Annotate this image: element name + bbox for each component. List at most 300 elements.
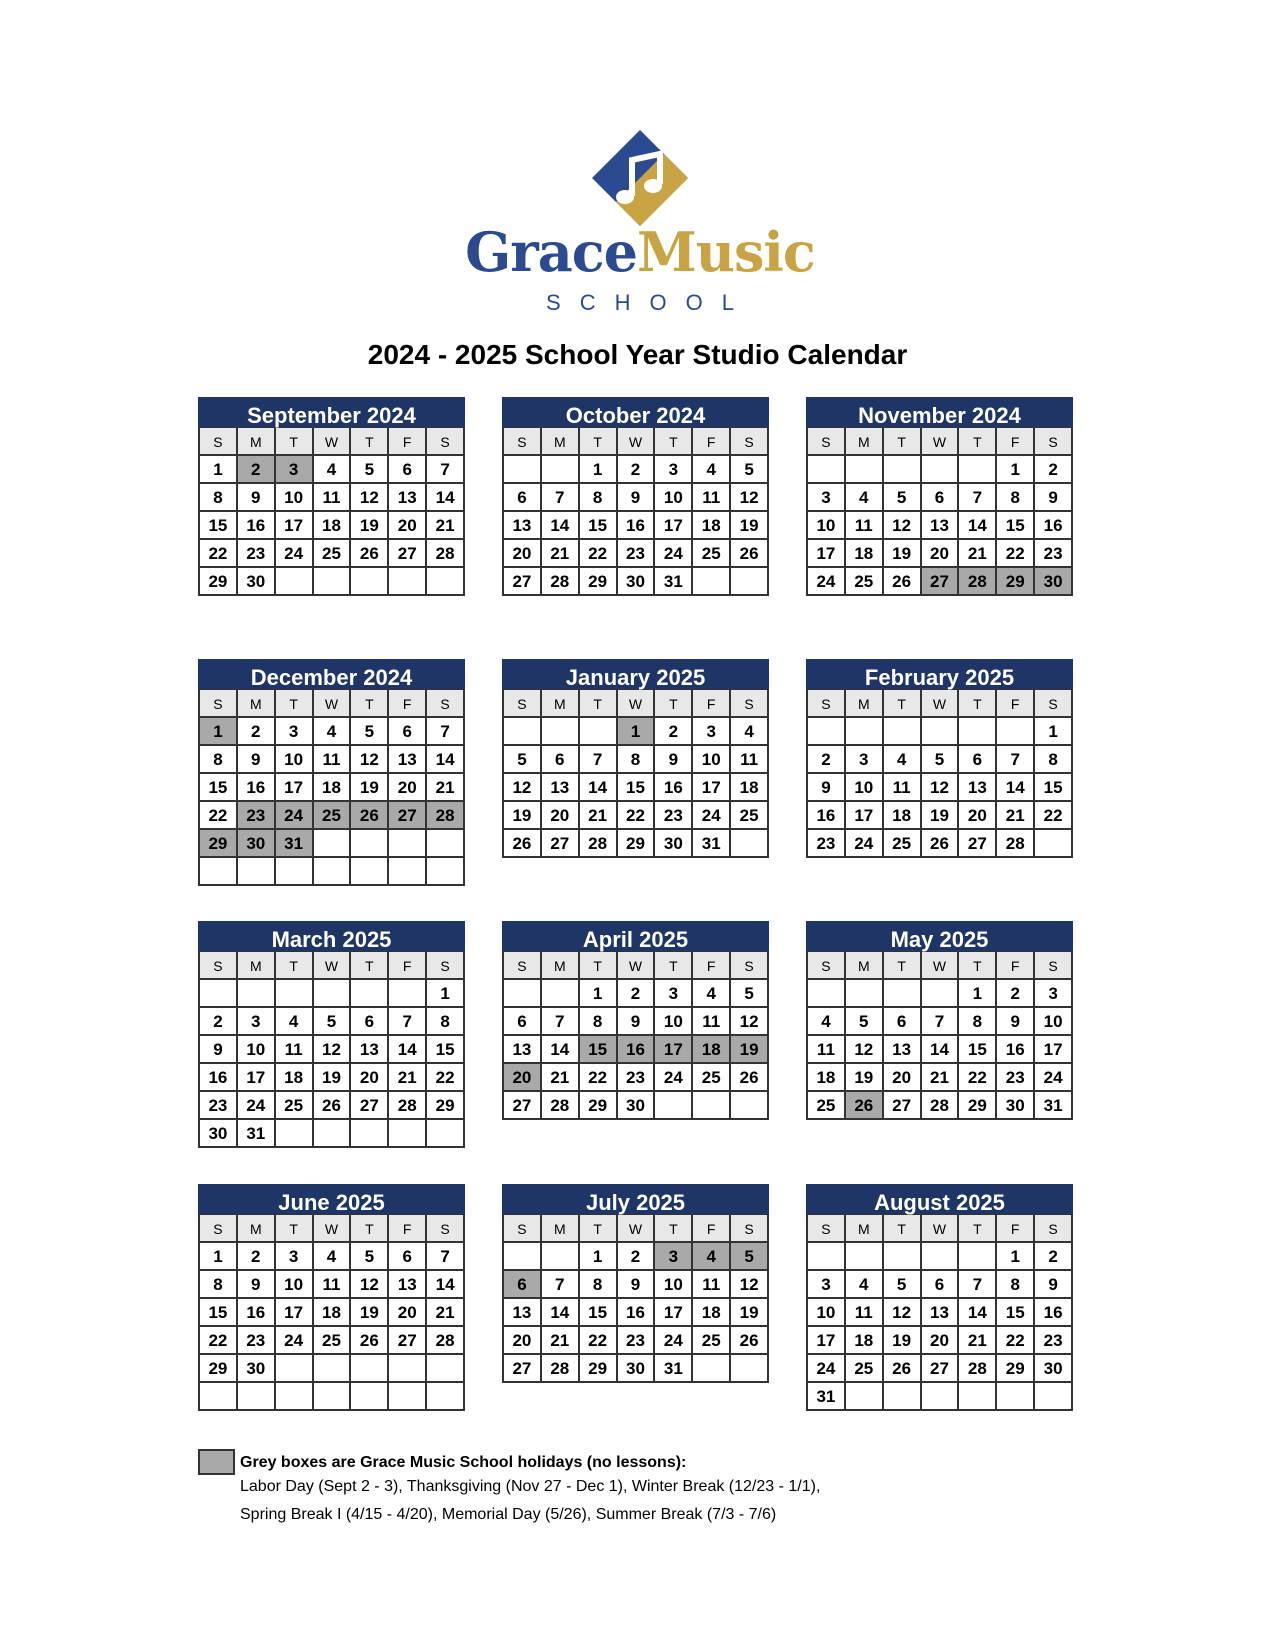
day-cell: 14 bbox=[922, 1036, 960, 1064]
day-cell: 13 bbox=[922, 1299, 960, 1327]
weekday-header: F bbox=[693, 952, 731, 980]
day-cell: 20 bbox=[504, 1327, 542, 1355]
weekday-header: T bbox=[655, 690, 693, 718]
weekday-header: T bbox=[580, 690, 618, 718]
day-cell: 8 bbox=[997, 484, 1035, 512]
holiday-day-cell: 15 bbox=[580, 1036, 618, 1064]
day-cell: 29 bbox=[580, 1355, 618, 1383]
day-cell: 7 bbox=[922, 1008, 960, 1036]
weekday-header: T bbox=[959, 428, 997, 456]
day-cell: 13 bbox=[884, 1036, 922, 1064]
day-cell: 22 bbox=[427, 1064, 465, 1092]
day-cell: 9 bbox=[238, 1271, 276, 1299]
day-cell: 22 bbox=[580, 1327, 618, 1355]
day-cell: 6 bbox=[389, 718, 427, 746]
month-calendar bbox=[502, 1184, 769, 1383]
empty-day-cell bbox=[314, 1120, 352, 1148]
day-cell: 23 bbox=[808, 830, 846, 858]
weekday-header: W bbox=[922, 952, 960, 980]
weekday-header: F bbox=[389, 1215, 427, 1243]
weekday-header: M bbox=[846, 428, 884, 456]
legend-line-2: Spring Break I (4/15 - 4/20), Memorial Day (5/26), Summer Break (7/3 - 7/6) bbox=[240, 1506, 777, 1523]
weekday-header: T bbox=[959, 1215, 997, 1243]
weekday-header: S bbox=[731, 1215, 769, 1243]
weekday-header: T bbox=[580, 428, 618, 456]
day-cell: 24 bbox=[693, 802, 731, 830]
empty-day-cell bbox=[693, 568, 731, 596]
day-cell: 3 bbox=[808, 484, 846, 512]
day-cell: 20 bbox=[922, 540, 960, 568]
weekday-header: W bbox=[922, 1215, 960, 1243]
day-cell: 23 bbox=[238, 540, 276, 568]
day-cell: 10 bbox=[276, 484, 314, 512]
day-cell: 1 bbox=[1035, 718, 1073, 746]
day-cell: 8 bbox=[200, 746, 238, 774]
day-cell: 9 bbox=[618, 1008, 656, 1036]
empty-day-cell bbox=[731, 1355, 769, 1383]
weekday-header: F bbox=[693, 1215, 731, 1243]
day-cell: 26 bbox=[351, 540, 389, 568]
weekday-header: W bbox=[922, 690, 960, 718]
empty-day-cell bbox=[922, 456, 960, 484]
day-cell: 27 bbox=[922, 1355, 960, 1383]
empty-day-cell bbox=[731, 568, 769, 596]
empty-day-cell bbox=[693, 1092, 731, 1120]
day-cell: 12 bbox=[351, 1271, 389, 1299]
day-cell: 17 bbox=[1035, 1036, 1073, 1064]
day-cell: 25 bbox=[693, 1064, 731, 1092]
empty-day-cell bbox=[846, 718, 884, 746]
day-cell: 5 bbox=[351, 1243, 389, 1271]
empty-day-cell bbox=[693, 1355, 731, 1383]
weekday-header: F bbox=[997, 428, 1035, 456]
empty-day-cell bbox=[504, 1243, 542, 1271]
day-cell: 12 bbox=[731, 1271, 769, 1299]
empty-day-cell bbox=[884, 1243, 922, 1271]
day-cell: 15 bbox=[200, 1299, 238, 1327]
weekday-header: W bbox=[314, 690, 352, 718]
holiday-day-cell: 27 bbox=[389, 802, 427, 830]
weekday-header: S bbox=[1035, 1215, 1073, 1243]
weekday-header: W bbox=[618, 428, 656, 456]
day-cell: 1 bbox=[580, 456, 618, 484]
holiday-day-cell: 29 bbox=[997, 568, 1035, 596]
day-cell: 5 bbox=[731, 980, 769, 1008]
day-cell: 15 bbox=[580, 1299, 618, 1327]
day-cell: 11 bbox=[314, 746, 352, 774]
day-cell: 20 bbox=[542, 802, 580, 830]
day-cell: 18 bbox=[276, 1064, 314, 1092]
weekday-header: M bbox=[846, 1215, 884, 1243]
holiday-day-cell: 6 bbox=[504, 1271, 542, 1299]
day-cell: 22 bbox=[580, 1064, 618, 1092]
weekday-header: F bbox=[997, 1215, 1035, 1243]
weekday-header: S bbox=[731, 690, 769, 718]
day-cell: 16 bbox=[238, 512, 276, 540]
empty-day-cell bbox=[276, 568, 314, 596]
weekday-header: S bbox=[731, 952, 769, 980]
day-cell: 12 bbox=[846, 1036, 884, 1064]
weekday-header: T bbox=[276, 428, 314, 456]
weekday-header: T bbox=[351, 690, 389, 718]
day-cell: 9 bbox=[1035, 484, 1073, 512]
day-cell: 14 bbox=[542, 512, 580, 540]
day-cell: 2 bbox=[1035, 456, 1073, 484]
day-cell: 28 bbox=[542, 1355, 580, 1383]
empty-day-cell bbox=[389, 1383, 427, 1411]
day-cell: 29 bbox=[997, 1355, 1035, 1383]
day-cell: 2 bbox=[618, 1243, 656, 1271]
day-cell: 26 bbox=[731, 540, 769, 568]
day-cell: 6 bbox=[959, 746, 997, 774]
empty-day-cell bbox=[351, 830, 389, 858]
empty-day-cell bbox=[238, 980, 276, 1008]
day-cell: 27 bbox=[504, 1092, 542, 1120]
day-cell: 12 bbox=[884, 1299, 922, 1327]
weekday-header: S bbox=[1035, 690, 1073, 718]
day-cell: 3 bbox=[1035, 980, 1073, 1008]
day-cell: 3 bbox=[846, 746, 884, 774]
day-cell: 20 bbox=[504, 540, 542, 568]
day-cell: 7 bbox=[997, 746, 1035, 774]
legend-line-1: Labor Day (Sept 2 - 3), Thanksgiving (Nov 27 - Dec 1), Winter Break (12/23 - 1/1), bbox=[240, 1478, 821, 1495]
day-cell: 18 bbox=[693, 512, 731, 540]
weekday-header: M bbox=[846, 952, 884, 980]
empty-day-cell bbox=[808, 980, 846, 1008]
day-cell: 4 bbox=[846, 484, 884, 512]
day-cell: 27 bbox=[389, 540, 427, 568]
day-cell: 29 bbox=[580, 1092, 618, 1120]
empty-day-cell bbox=[542, 1243, 580, 1271]
month-title: April 2025 bbox=[502, 921, 769, 951]
empty-day-cell bbox=[427, 1383, 465, 1411]
day-cell: 8 bbox=[959, 1008, 997, 1036]
day-cell: 1 bbox=[427, 980, 465, 1008]
day-cell: 17 bbox=[276, 512, 314, 540]
holiday-day-cell: 25 bbox=[314, 802, 352, 830]
day-cell: 21 bbox=[542, 1327, 580, 1355]
day-cell: 31 bbox=[808, 1383, 846, 1411]
holiday-day-cell: 26 bbox=[351, 802, 389, 830]
day-cell: 18 bbox=[314, 512, 352, 540]
empty-day-cell bbox=[884, 1383, 922, 1411]
day-cell: 12 bbox=[314, 1036, 352, 1064]
month-days-grid bbox=[502, 1214, 769, 1383]
holiday-day-cell: 31 bbox=[276, 830, 314, 858]
day-cell: 4 bbox=[884, 746, 922, 774]
day-cell: 10 bbox=[655, 484, 693, 512]
empty-day-cell bbox=[427, 1120, 465, 1148]
day-cell: 7 bbox=[389, 1008, 427, 1036]
day-cell: 10 bbox=[808, 512, 846, 540]
holiday-day-cell: 20 bbox=[504, 1064, 542, 1092]
empty-day-cell bbox=[959, 718, 997, 746]
empty-day-cell bbox=[427, 1355, 465, 1383]
day-cell: 26 bbox=[731, 1327, 769, 1355]
day-cell: 6 bbox=[389, 1243, 427, 1271]
day-cell: 9 bbox=[655, 746, 693, 774]
day-cell: 3 bbox=[655, 456, 693, 484]
day-cell: 8 bbox=[1035, 746, 1073, 774]
day-cell: 3 bbox=[808, 1271, 846, 1299]
day-cell: 31 bbox=[1035, 1092, 1073, 1120]
day-cell: 27 bbox=[504, 1355, 542, 1383]
month-title: June 2025 bbox=[198, 1184, 465, 1214]
day-cell: 4 bbox=[314, 718, 352, 746]
day-cell: 26 bbox=[922, 830, 960, 858]
day-cell: 2 bbox=[1035, 1243, 1073, 1271]
day-cell: 18 bbox=[314, 774, 352, 802]
day-cell: 31 bbox=[655, 568, 693, 596]
day-cell: 3 bbox=[238, 1008, 276, 1036]
day-cell: 31 bbox=[655, 1355, 693, 1383]
weekday-header: M bbox=[238, 1215, 276, 1243]
day-cell: 4 bbox=[693, 980, 731, 1008]
empty-day-cell bbox=[276, 1355, 314, 1383]
weekday-header: T bbox=[580, 952, 618, 980]
day-cell: 7 bbox=[427, 1243, 465, 1271]
month-title: August 2025 bbox=[806, 1184, 1073, 1214]
day-cell: 31 bbox=[693, 830, 731, 858]
day-cell: 8 bbox=[200, 484, 238, 512]
day-cell: 21 bbox=[959, 1327, 997, 1355]
day-cell: 14 bbox=[427, 746, 465, 774]
month-days-grid bbox=[806, 689, 1073, 858]
month-title: March 2025 bbox=[198, 921, 465, 951]
day-cell: 10 bbox=[1035, 1008, 1073, 1036]
weekday-header: T bbox=[655, 1215, 693, 1243]
day-cell: 27 bbox=[389, 1327, 427, 1355]
day-cell: 28 bbox=[959, 1355, 997, 1383]
day-cell: 17 bbox=[655, 1299, 693, 1327]
month-calendar bbox=[198, 397, 465, 596]
day-cell: 23 bbox=[655, 802, 693, 830]
day-cell: 25 bbox=[693, 1327, 731, 1355]
day-cell: 8 bbox=[200, 1271, 238, 1299]
day-cell: 28 bbox=[997, 830, 1035, 858]
day-cell: 26 bbox=[351, 1327, 389, 1355]
month-days-grid bbox=[198, 427, 465, 596]
day-cell: 2 bbox=[808, 746, 846, 774]
empty-day-cell bbox=[846, 1243, 884, 1271]
weekday-header: S bbox=[427, 1215, 465, 1243]
day-cell: 25 bbox=[314, 540, 352, 568]
empty-day-cell bbox=[427, 830, 465, 858]
empty-day-cell bbox=[846, 980, 884, 1008]
day-cell: 12 bbox=[922, 774, 960, 802]
day-cell: 18 bbox=[314, 1299, 352, 1327]
empty-day-cell bbox=[884, 718, 922, 746]
holiday-day-cell: 30 bbox=[238, 830, 276, 858]
weekday-header: S bbox=[200, 952, 238, 980]
day-cell: 7 bbox=[580, 746, 618, 774]
day-cell: 22 bbox=[1035, 802, 1073, 830]
day-cell: 17 bbox=[238, 1064, 276, 1092]
day-cell: 7 bbox=[542, 484, 580, 512]
day-cell: 21 bbox=[427, 512, 465, 540]
day-cell: 31 bbox=[238, 1120, 276, 1148]
day-cell: 15 bbox=[200, 774, 238, 802]
day-cell: 12 bbox=[504, 774, 542, 802]
day-cell: 13 bbox=[504, 512, 542, 540]
day-cell: 27 bbox=[504, 568, 542, 596]
day-cell: 7 bbox=[427, 718, 465, 746]
day-cell: 19 bbox=[922, 802, 960, 830]
day-cell: 18 bbox=[808, 1064, 846, 1092]
month-days-grid bbox=[502, 689, 769, 858]
weekday-header: S bbox=[427, 690, 465, 718]
day-cell: 21 bbox=[427, 774, 465, 802]
day-cell: 25 bbox=[846, 1355, 884, 1383]
day-cell: 2 bbox=[997, 980, 1035, 1008]
holiday-day-cell: 4 bbox=[693, 1243, 731, 1271]
day-cell: 23 bbox=[1035, 540, 1073, 568]
day-cell: 2 bbox=[618, 980, 656, 1008]
day-cell: 16 bbox=[1035, 1299, 1073, 1327]
day-cell: 10 bbox=[693, 746, 731, 774]
day-cell: 25 bbox=[846, 568, 884, 596]
weekday-header: F bbox=[389, 952, 427, 980]
month-days-grid bbox=[502, 951, 769, 1120]
day-cell: 28 bbox=[427, 540, 465, 568]
month-days-grid bbox=[502, 427, 769, 596]
weekday-header: M bbox=[542, 428, 580, 456]
day-cell: 20 bbox=[389, 512, 427, 540]
day-cell: 21 bbox=[580, 802, 618, 830]
day-cell: 16 bbox=[997, 1036, 1035, 1064]
day-cell: 9 bbox=[238, 746, 276, 774]
weekday-header: S bbox=[808, 690, 846, 718]
day-cell: 3 bbox=[655, 980, 693, 1008]
month-days-grid bbox=[806, 951, 1073, 1120]
day-cell: 14 bbox=[997, 774, 1035, 802]
weekday-header: S bbox=[504, 690, 542, 718]
day-cell: 20 bbox=[351, 1064, 389, 1092]
day-cell: 13 bbox=[922, 512, 960, 540]
month-days-grid bbox=[806, 1214, 1073, 1411]
day-cell: 28 bbox=[542, 1092, 580, 1120]
weekday-header: T bbox=[884, 690, 922, 718]
day-cell: 27 bbox=[959, 830, 997, 858]
weekday-header: S bbox=[1035, 428, 1073, 456]
day-cell: 26 bbox=[884, 1355, 922, 1383]
empty-day-cell bbox=[731, 1092, 769, 1120]
day-cell: 11 bbox=[693, 1008, 731, 1036]
day-cell: 22 bbox=[200, 540, 238, 568]
day-cell: 19 bbox=[731, 1299, 769, 1327]
month-title: September 2024 bbox=[198, 397, 465, 427]
day-cell: 8 bbox=[427, 1008, 465, 1036]
day-cell: 30 bbox=[200, 1120, 238, 1148]
day-cell: 11 bbox=[693, 1271, 731, 1299]
holiday-day-cell: 24 bbox=[276, 802, 314, 830]
weekday-header: S bbox=[504, 428, 542, 456]
day-cell: 28 bbox=[922, 1092, 960, 1120]
day-cell: 14 bbox=[389, 1036, 427, 1064]
day-cell: 15 bbox=[580, 512, 618, 540]
day-cell: 27 bbox=[351, 1092, 389, 1120]
day-cell: 26 bbox=[884, 568, 922, 596]
day-cell: 24 bbox=[808, 568, 846, 596]
day-cell: 2 bbox=[238, 1243, 276, 1271]
empty-day-cell bbox=[200, 1383, 238, 1411]
empty-day-cell bbox=[351, 1355, 389, 1383]
day-cell: 20 bbox=[884, 1064, 922, 1092]
holiday-day-cell: 17 bbox=[655, 1036, 693, 1064]
empty-day-cell bbox=[922, 1383, 960, 1411]
empty-day-cell bbox=[351, 1120, 389, 1148]
day-cell: 24 bbox=[846, 830, 884, 858]
month-calendar bbox=[502, 659, 769, 858]
day-cell: 29 bbox=[580, 568, 618, 596]
day-cell: 1 bbox=[959, 980, 997, 1008]
day-cell: 18 bbox=[846, 1327, 884, 1355]
day-cell: 22 bbox=[959, 1064, 997, 1092]
day-cell: 14 bbox=[542, 1299, 580, 1327]
empty-day-cell bbox=[314, 1383, 352, 1411]
day-cell: 11 bbox=[314, 1271, 352, 1299]
day-cell: 6 bbox=[504, 484, 542, 512]
weekday-header: S bbox=[731, 428, 769, 456]
day-cell: 7 bbox=[959, 1271, 997, 1299]
weekday-header: M bbox=[238, 690, 276, 718]
day-cell: 24 bbox=[276, 540, 314, 568]
day-cell: 20 bbox=[389, 774, 427, 802]
empty-day-cell bbox=[389, 1355, 427, 1383]
day-cell: 11 bbox=[693, 484, 731, 512]
empty-day-cell bbox=[542, 456, 580, 484]
day-cell: 29 bbox=[200, 568, 238, 596]
day-cell: 1 bbox=[997, 456, 1035, 484]
weekday-header: T bbox=[655, 428, 693, 456]
empty-day-cell bbox=[389, 1120, 427, 1148]
day-cell: 11 bbox=[884, 774, 922, 802]
empty-day-cell bbox=[351, 858, 389, 886]
day-cell: 13 bbox=[351, 1036, 389, 1064]
day-cell: 14 bbox=[427, 1271, 465, 1299]
weekday-header: T bbox=[959, 952, 997, 980]
day-cell: 5 bbox=[846, 1008, 884, 1036]
empty-day-cell bbox=[351, 980, 389, 1008]
day-cell: 23 bbox=[238, 1327, 276, 1355]
empty-day-cell bbox=[351, 568, 389, 596]
day-cell: 25 bbox=[314, 1327, 352, 1355]
day-cell: 10 bbox=[276, 1271, 314, 1299]
day-cell: 24 bbox=[655, 1327, 693, 1355]
day-cell: 18 bbox=[731, 774, 769, 802]
weekday-header: M bbox=[238, 952, 276, 980]
day-cell: 21 bbox=[922, 1064, 960, 1092]
empty-day-cell bbox=[542, 718, 580, 746]
logo-wordmark: GraceMusic bbox=[465, 220, 815, 284]
empty-day-cell bbox=[922, 1243, 960, 1271]
weekday-header: S bbox=[427, 428, 465, 456]
day-cell: 14 bbox=[580, 774, 618, 802]
day-cell: 1 bbox=[200, 1243, 238, 1271]
month-calendar bbox=[198, 921, 465, 1148]
holiday-day-cell: 2 bbox=[238, 456, 276, 484]
day-cell: 4 bbox=[693, 456, 731, 484]
empty-day-cell bbox=[884, 456, 922, 484]
day-cell: 7 bbox=[542, 1008, 580, 1036]
day-cell: 5 bbox=[314, 1008, 352, 1036]
weekday-header: T bbox=[351, 952, 389, 980]
empty-day-cell bbox=[846, 456, 884, 484]
day-cell: 23 bbox=[618, 1064, 656, 1092]
weekday-header: W bbox=[618, 690, 656, 718]
day-cell: 19 bbox=[504, 802, 542, 830]
day-cell: 15 bbox=[959, 1036, 997, 1064]
